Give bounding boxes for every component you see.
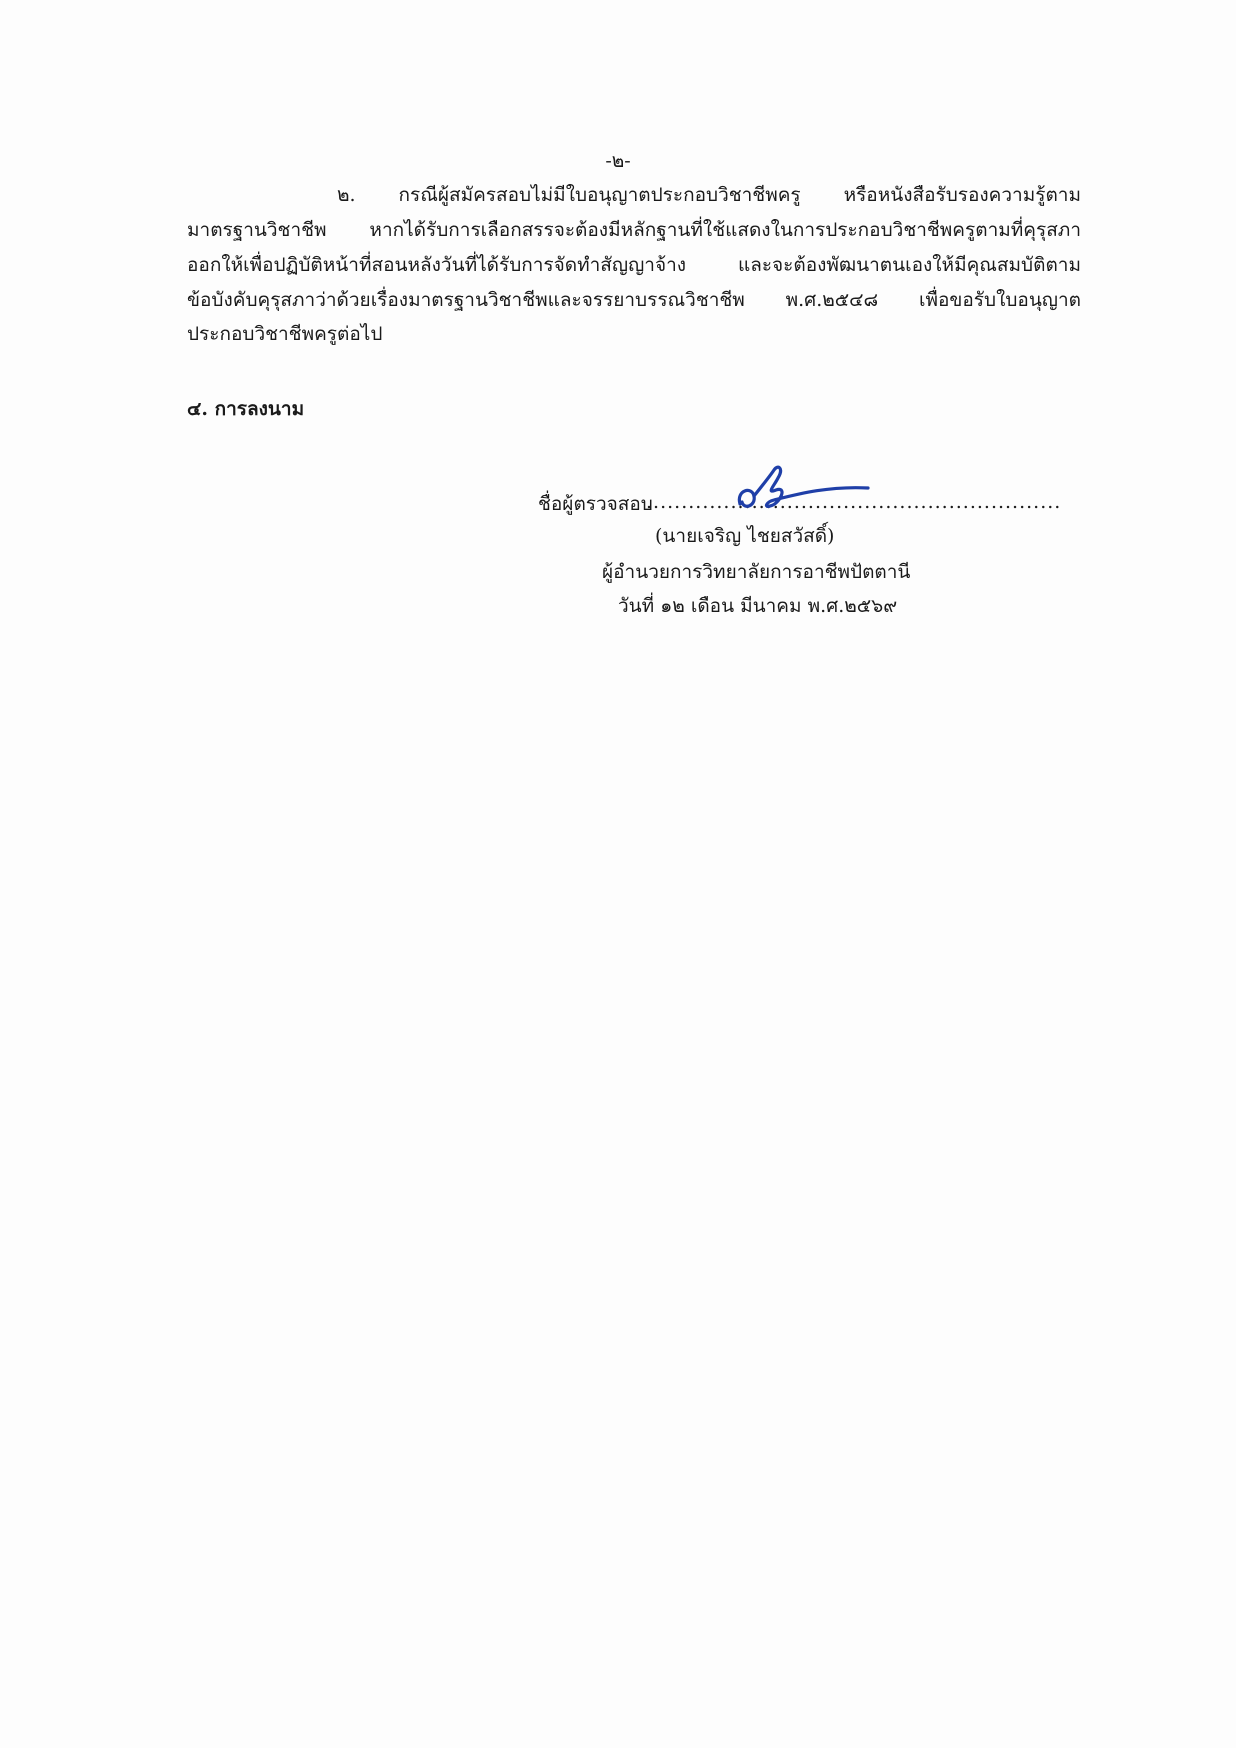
page-number: -๒- <box>605 150 631 172</box>
paragraph-line: มาตรฐานวิชาชีพ หากได้รับการเลือกสรรจะต้องมีหลักฐานที่ใช้แสดงในการประกอบวิชาชีพครูตามที่คุรุสภา <box>187 219 1081 241</box>
signature-date: วันที่ ๑๒ เดือน มีนาคม พ.ศ.๒๕๖๙ <box>618 595 898 617</box>
paragraph-line: ออกให้เพื่อปฏิบัติหน้าที่สอนหลังวันที่ได้รับการจัดทำสัญญาจ้าง และจะต้องพัฒนาตนเองให้มีคุณสมบัติตาม <box>187 254 1081 276</box>
signature-label: ชื่อผู้ตรวจสอบ <box>538 493 653 515</box>
paragraph-line: ประกอบวิชาชีพครูต่อไป <box>187 323 383 345</box>
signatory-name: (นายเจริญ ไชยสวัสดิ์) <box>655 525 835 547</box>
signatory-position: ผู้อำนวยการวิทยาลัยการอาชีพปัตตานี <box>602 561 911 583</box>
section-heading: ๔. การลงนาม <box>187 398 305 420</box>
signature-dotted-line: ........................................................... <box>646 491 1062 513</box>
paragraph-line: ข้อบังคับคุรุสภาว่าด้วยเรื่องมาตรฐานวิชาชีพและจรรยาบรรณวิชาชีพ พ.ศ.๒๕๔๘ เพื่อขอรับใบอนุญาต <box>187 289 1081 311</box>
handwritten-signature <box>718 460 878 520</box>
paragraph-line: ๒. กรณีผู้สมัครสอบไม่มีใบอนุญาตประกอบวิชาชีพครู หรือหนังสือรับรองความรู้ตาม <box>337 184 1081 206</box>
